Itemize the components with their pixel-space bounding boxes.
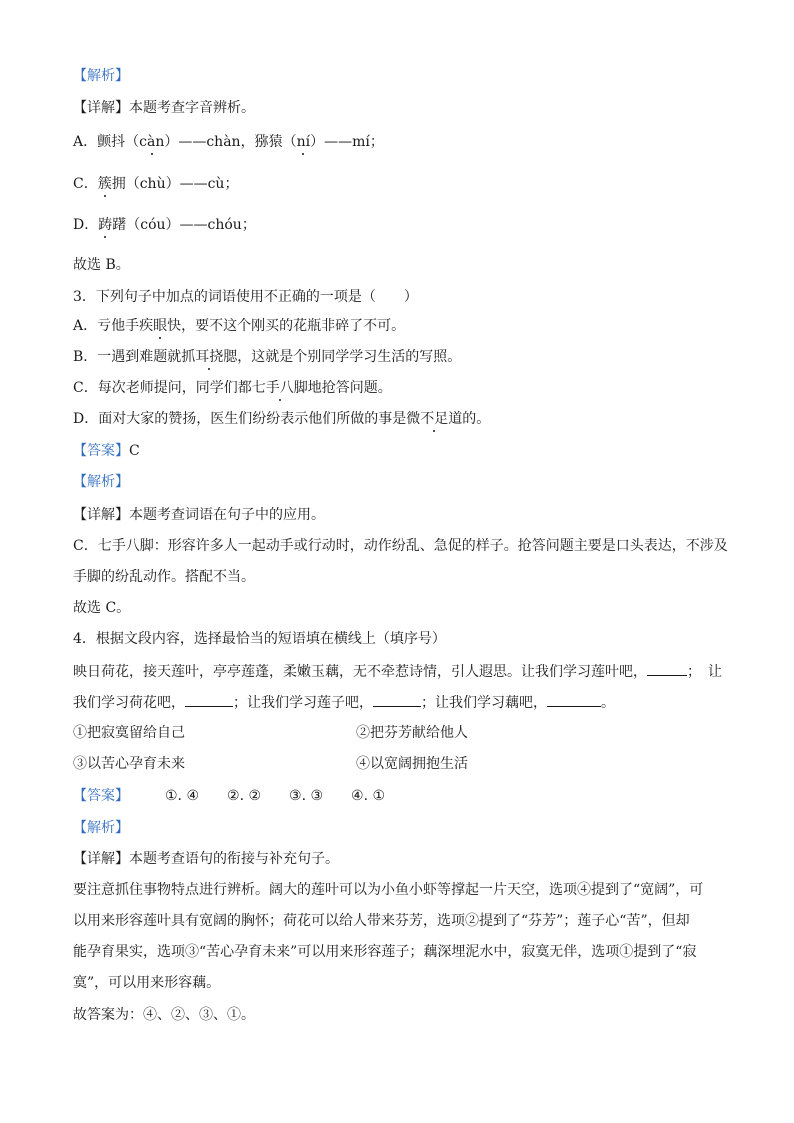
question-3-option-c: C．每次老师提问，同学们都七手八脚地抢答问题。 — [73, 380, 392, 396]
question-3-detail-text: C．七手八脚：形容许多人一起动手或行动时，动作纷乱、急促的样子。抢答问题主要是口头表达，不涉及 — [73, 538, 728, 554]
question-4-stem: 4．根据文段内容，选择最恰当的短语填在横线上（填序号） — [73, 631, 446, 647]
question-4-answer: 【答案】 ①. ④ ②. ② ③. ③ ④. ① — [73, 788, 386, 804]
question-4-detail-text: 以用来形容莲叶具有宽阔的胸怀；荷花可以给人带来芬芳，选项②提到了“芬芳”；莲子心“苦”，但却 — [73, 913, 690, 929]
fill-blank[interactable] — [647, 661, 687, 676]
question-3-option-a: A．亏他手疾眼快，要不这个刚买的花瓶非碎了不可。 — [73, 318, 406, 334]
question-3-detail: 【详解】本题考查词语在句子中的应用。 — [73, 507, 325, 523]
conclusion-line: 故选 B。 — [73, 257, 130, 273]
option-3: ③以苦心孕育未来 — [73, 756, 185, 772]
fill-blank[interactable] — [185, 692, 233, 707]
analysis-tag: 【解析】 — [73, 68, 129, 84]
option-2: ②把芬芳献给他人 — [356, 725, 468, 741]
question-4-detail-text: 能孕育果实，选项③“苦心孕育未来”可以用来形容莲子；藕深埋泥水中，寂寞无伴，选项①提到了“寂 — [73, 944, 697, 960]
option-d-explanation: D．踌躇（cóu）——chóu； — [73, 217, 256, 233]
detail-line: 【详解】本题考查字音辨析。 — [73, 100, 255, 116]
question-4-passage-line: 我们学习荷花吧， ；让我们学习莲子吧， ；让我们学习藕吧， 。 — [73, 692, 615, 713]
question-3-conclusion: 故选 C。 — [73, 600, 131, 616]
question-4-analysis-tag: 【解析】 — [73, 820, 129, 836]
option-c-explanation: C．簇拥（chù）——cù； — [73, 176, 239, 192]
question-3-option-b: B．一遇到难题就抓耳挠腮，这就是个别同学学习生活的写照。 — [73, 349, 462, 365]
fill-blank[interactable] — [547, 692, 601, 707]
option-1: ①把寂寞留给自己 — [73, 725, 185, 741]
question-4-options-row — [73, 754, 673, 774]
question-3-answer: 【答案】C — [73, 443, 140, 459]
question-3-stem: 3．下列句子中加点的词语使用不正确的一项是（ ） — [73, 289, 418, 305]
question-3-analysis-tag: 【解析】 — [73, 474, 129, 490]
question-4-detail: 【详解】本题考查语句的衔接与补充句子。 — [73, 851, 339, 867]
question-3-option-d: D．面对大家的赞扬，医生们纷纷表示他们所做的事是微不足道的。 — [73, 411, 491, 427]
fill-blank[interactable] — [373, 692, 421, 707]
question-4-passage-line: 映日荷花，接天莲叶，亭亭莲蓬，柔嫩玉藕，无不牵惹诗情，引人遐思。让我们学习莲叶吧， ； 让 — [73, 661, 722, 682]
option-4: ④以宽阔拥抱生活 — [356, 756, 468, 772]
question-4-conclusion: 故答案为：④、②、③、①。 — [73, 1007, 255, 1023]
question-3-detail-text: 手脚的纷乱动作。搭配不当。 — [73, 569, 255, 585]
question-4-options-row — [73, 723, 673, 743]
question-4-detail-text: 要注意抓住事物特点进行辨析。阔大的莲叶可以为小鱼小虾等撑起一片天空，选项④提到了“宽阔”，可 — [73, 882, 704, 898]
question-4-detail-text: 寞”，可以用来形容藕。 — [73, 975, 221, 991]
option-a-explanation: A．颤抖（càn）——chàn，猕猿（ní）——mí； — [73, 134, 384, 150]
